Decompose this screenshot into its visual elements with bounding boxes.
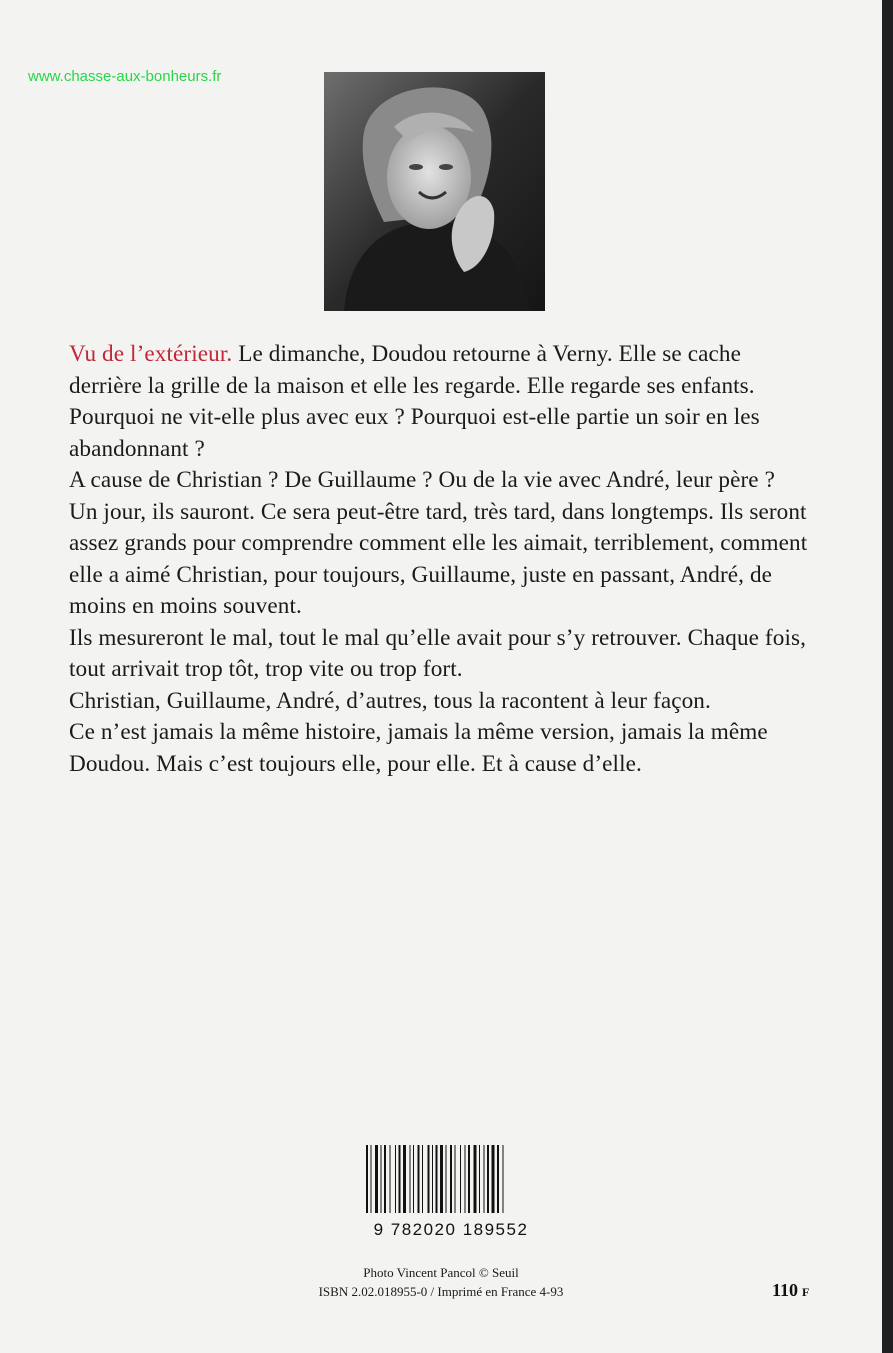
- blurb-lead: Vu de l’extérieur.: [69, 341, 233, 367]
- author-portrait-image: [324, 72, 545, 311]
- author-photo: [324, 72, 545, 311]
- blurb-paragraph-1-text: Le dimanche, Doudou retourne à Verny. Elle se cache derrière la grille de la maison et elle les regarde. Elle regarde ses enfants. Pourquoi ne vit-elle plus avec eux ? Pourquoi est-elle partie un soir en les abandonnant ?: [69, 341, 760, 462]
- barcode-digits: 9 782020 189552: [373, 1220, 529, 1239]
- blurb-paragraph-2: A cause de Christian ? De Guillaume ? Ou de la vie avec André, leur père ?: [69, 467, 775, 493]
- blurb-paragraph-5: Christian, Guillaume, André, d’autres, tous la racontent à leur façon.: [69, 687, 711, 714]
- blurb-paragraph-6: Ce n’est jamais la même histoire, jamais la même version, jamais la même Doudou. Mais c’est toujours elle, pour elle. Et à cause d’elle.: [69, 719, 768, 777]
- price: [772, 1280, 809, 1301]
- price-value: 110: [772, 1280, 799, 1300]
- barcode-image: [362, 1143, 540, 1239]
- blurb-paragraph-4: Ils mesureront le mal, tout le mal qu’elle avait pour s’y retrouver. Chaque fois, tout arrivait trop tôt, trop vite ou trop fort.: [69, 624, 807, 682]
- blurb-text: [69, 339, 819, 780]
- barcode: [362, 1143, 540, 1239]
- photo-credit: Photo Vincent Pancol © Seuil: [363, 1265, 519, 1280]
- blurb-paragraph-1: [69, 339, 819, 465]
- isbn-line: ISBN 2.02.018955-0 / Imprimé en France 4-93: [318, 1284, 564, 1299]
- watermark-url: www.chasse-aux-bonheurs.fr: [28, 68, 222, 85]
- blurb-paragraph-3: Un jour, ils sauront. Ce sera peut-être tard, très tard, dans longtemps. Ils seront assez grands pour comprendre comment elle les aimait, terriblement, comment elle a aimé Christian, pour toujours, Guillaume, juste en passant, André, de moins en moins souvent.: [69, 498, 808, 619]
- price-currency: F: [802, 1285, 810, 1299]
